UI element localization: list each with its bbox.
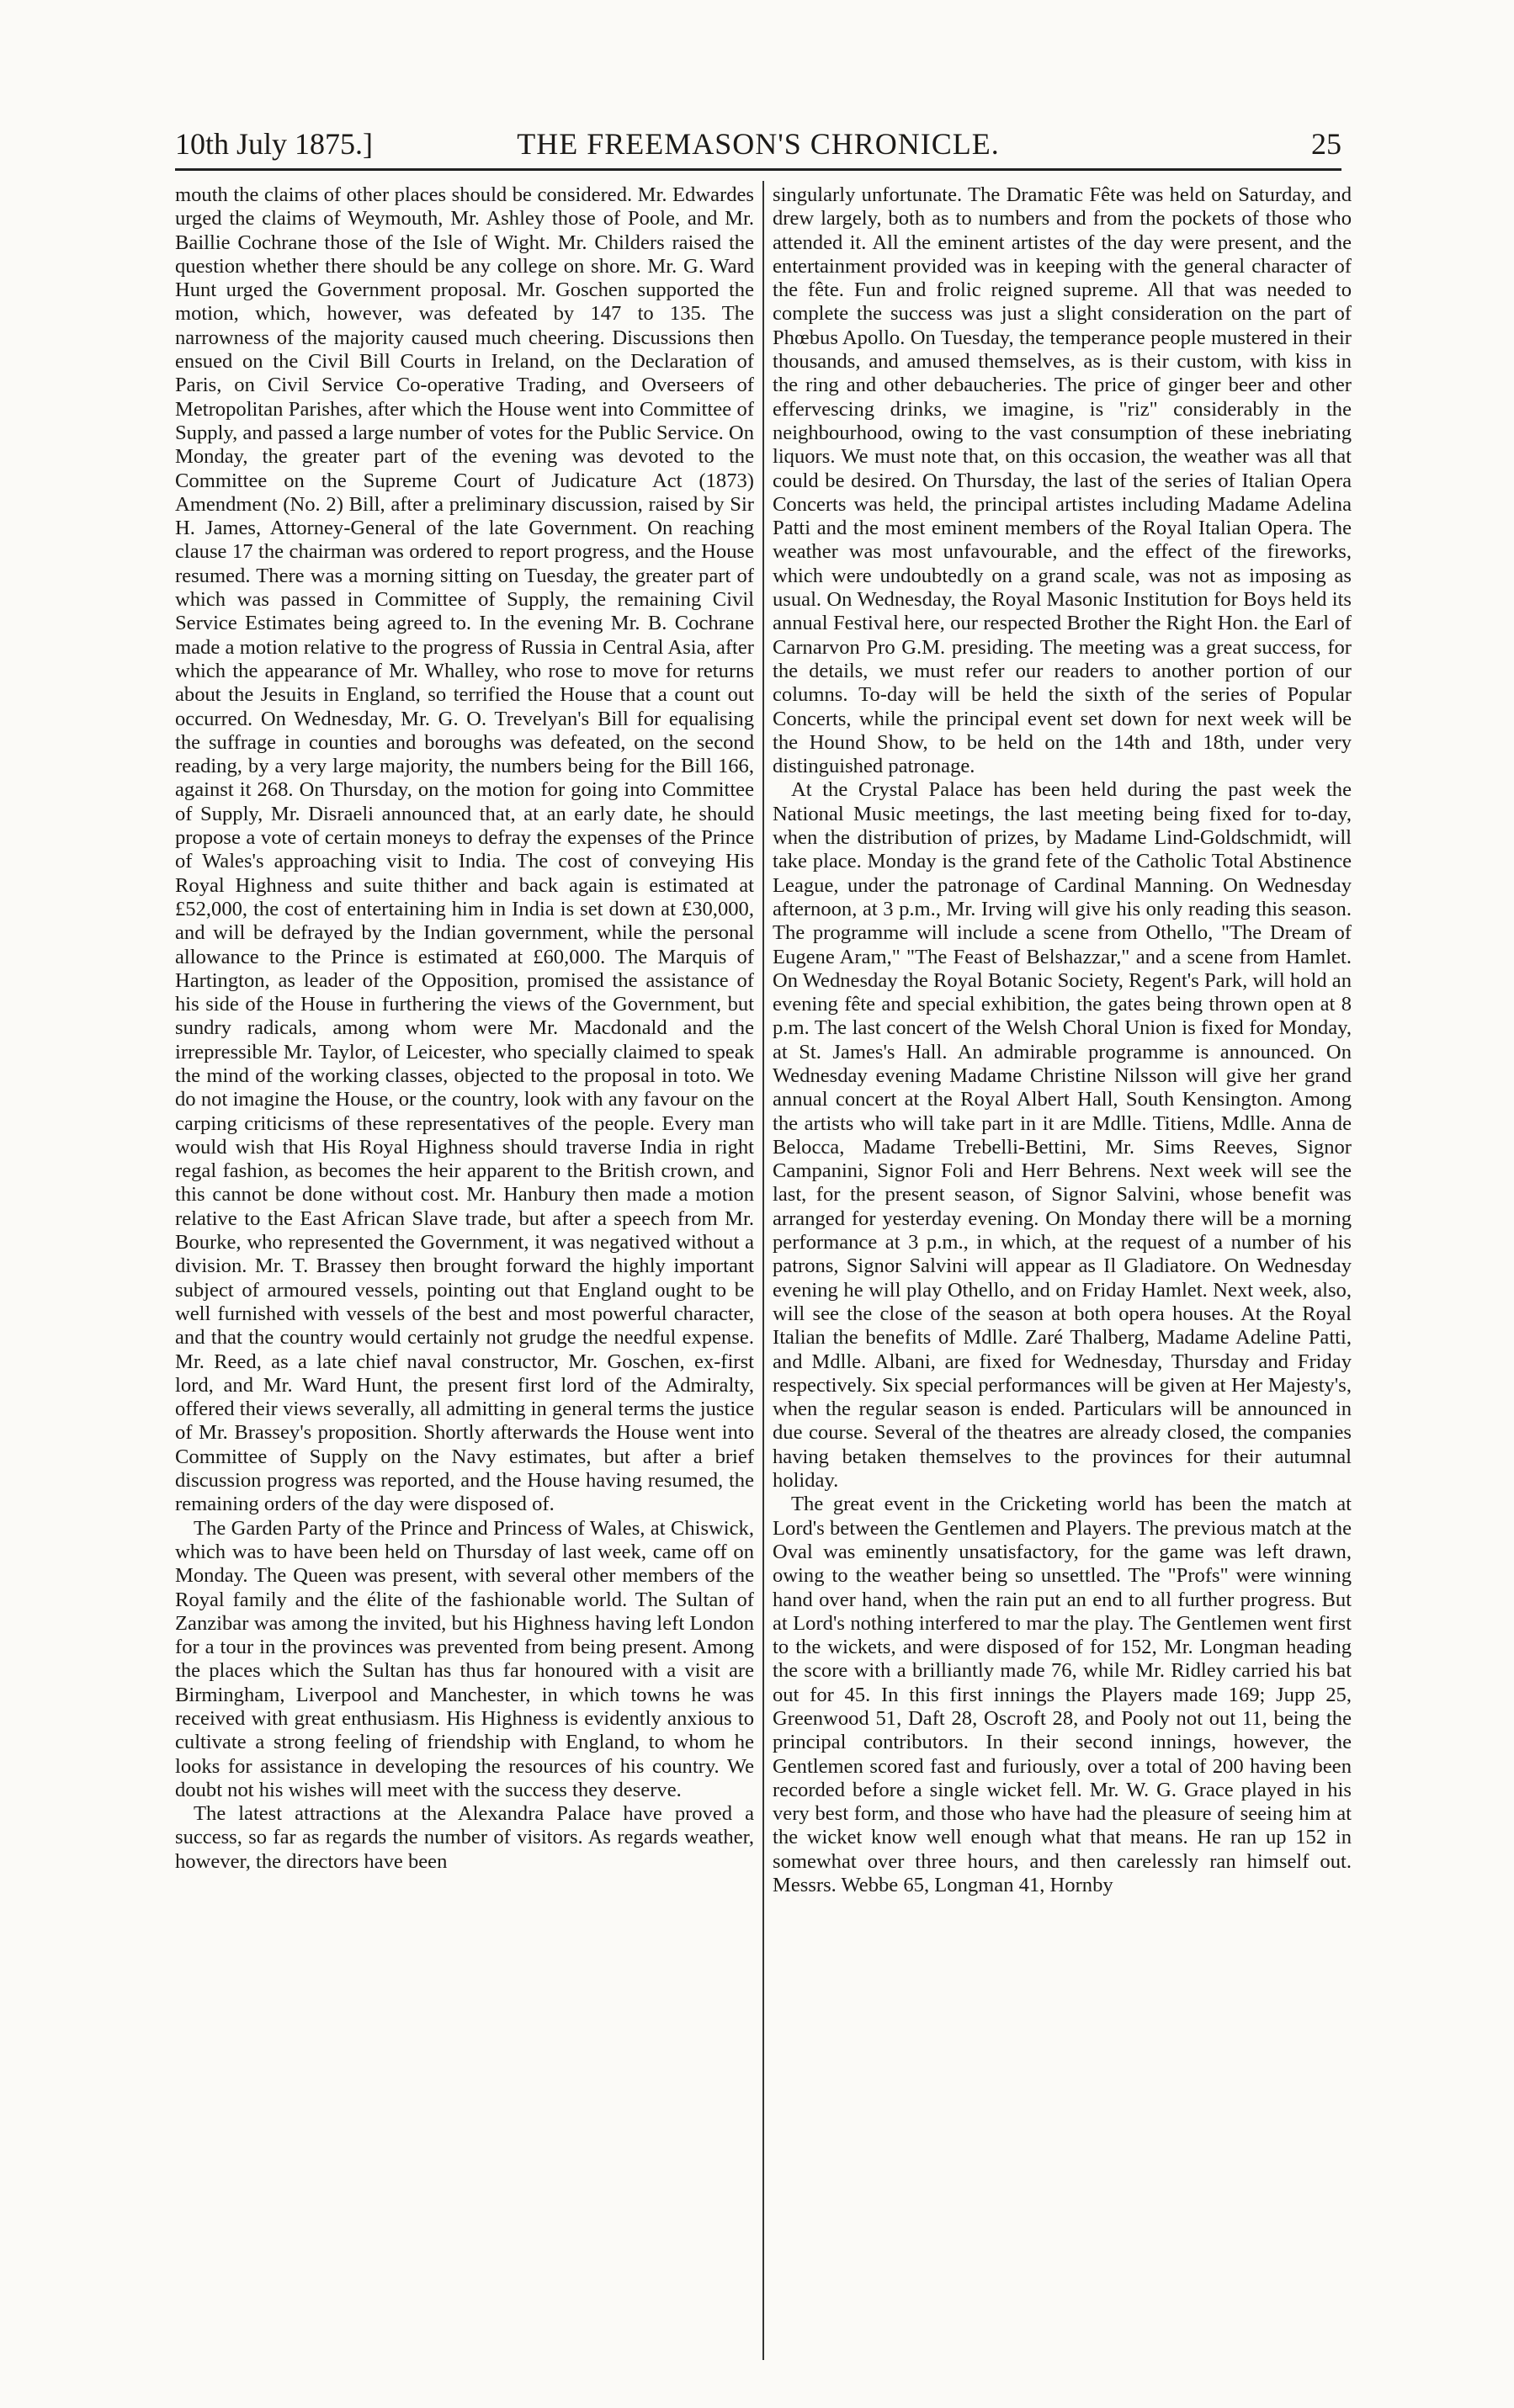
article-paragraph: The latest attractions at the Alexandra Palace have proved a success, so far as regards the number of visitors. As regards weather, however, the directors have been xyxy=(175,1802,754,1873)
right-column xyxy=(773,183,1352,2354)
article-paragraph: mouth the claims of other places should be considered. Mr. Edwardes urged the claims of Weymouth, Mr. Ashley those of Poole, and Mr. Baillie Cochrane those of the Isle of Wight. Mr. Childers raised the question whether there should be any college on shore. Mr. G. Ward Hunt urged the Government proposal. Mr. Goschen supported the motion, which, however, was defeated by 147 to 135. The narrowness of the majority caused much cheering. Discussions then ensued on the Civil Bill Courts in Ireland, on the Declaration of Paris, on Civil Service Co-operative Trading, and Overseers of Metropolitan Parishes, after which the House went into Committee of Supply, and passed a large number of votes for the Public Service. On Monday, the greater part of the evening was devoted to the Committee on the Supreme Court of Judicature Act (1873) Amendment (No. 2) Bill, after a preliminary discussion, raised by Sir H. James, Attorney-General of the late Government. On reaching clause 17 the chairman was ordered to report progress, and the House resumed. There was a morning sitting on Tuesday, the greater part of which was passed in Committee of Supply, the remaining Civil Service Estimates being agreed to. In the evening Mr. B. Cochrane made a motion relative to the progress of Russia in Central Asia, after which the appearance of Mr. Whalley, who rose to move for returns about the Jesuits in England, so terrified the House that a count out occurred. On Wednesday, Mr. G. O. Trevelyan's Bill for equalising the suffrage in counties and boroughs was defeated, on the second reading, by a very large majority, the numbers being for the Bill 166, against it 268. On Thursday, on the motion for going into Committee of Supply, Mr. Disraeli announced that, at an early date, he should propose a vote of certain moneys to defray the expenses of the Prince of Wales's approaching visit to India. The cost of conveying His Royal Highness and suite thither and back again is estimated at £52,000, the cost of entertaining him in India is set down at £30,000, and will be defrayed by the Indian government, while the personal allowance to the Prince is estimated at £60,000. The Marquis of Hartington, as leader of the Opposition, promised the assistance of his side of the House in furthering the views of the Government, but sundry radicals, among whom were Mr. Macdonald and the irrepressible Mr. Taylor, of Leicester, who specially claimed to speak the mind of the working classes, objected to the proposal in toto. We do not imagine the House, or the country, look with any favour on the carping criticisms of these representatives of the people. Every man would wish that His Royal Highness should traverse India in right regal fashion, as becomes the heir apparent to the British crown, and this cannot be done without cost. Mr. Hanbury then made a motion relative to the East African Slave trade, but after a speech from Mr. Bourke, who represented the Government, it was negatived without a division. Mr. T. Brassey then brought forward the highly important subject of armoured vessels, pointing out that England ought to be well furnished with vessels of the best and most powerful character, and that the country would certainly not grudge the needful expense. Mr. Reed, as a late chief naval constructor, Mr. Goschen, ex-first lord, and Mr. Ward Hunt, the present first lord of the Admiralty, offered their views severally, all admitting in general terms the justice of Mr. Brassey's proposition. Shortly afterwards the House went into Committee of Supply on the Navy estimates, but after a brief discussion progress was reported, and the House having resumed, the remaining orders of the day were disposed of. xyxy=(175,183,754,1516)
header-rule xyxy=(175,168,1341,171)
article-paragraph: singularly unfortunate. The Dramatic Fête was held on Saturday, and drew largely, both as to numbers and from the pockets of those who attended it. All the eminent artistes of the day were present, and the entertainment provided was in keeping with the general character of the fête. Fun and frolic reigned supreme. All that was needed to complete the success was just a slight consideration on the part of Phœbus Apollo. On Tuesday, the temperance people mustered in their thousands, and amused themselves, as is their custom, with kiss in the ring and other debaucheries. The price of ginger beer and other effervescing drinks, we imagine, is "riz" considerably in the neighbourhood, owing to the vast consumption of these inebriating liquors. We must note that, on this occasion, the weather was all that could be desired. On Thursday, the last of the series of Italian Opera Concerts was held, the principal artistes including Madame Adelina Patti and the most eminent members of the Royal Italian Opera. The weather was most unfavourable, and the effect of the fireworks, which were undoubtedly on a grand scale, was not as imposing as usual. On Wednesday, the Royal Masonic Institution for Boys held its annual Festival here, our respected Brother the Right Hon. the Earl of Carnarvon Pro G.M. presiding. The meeting was a great success, for the details, we must refer our readers to another portion of our columns. To-day will be held the sixth of the series of Popular Concerts, while the principal event set down for next week will be the Hound Show, to be held on the 14th and 18th, under very distinguished patronage. xyxy=(773,183,1352,778)
article-paragraph: At the Crystal Palace has been held during the past week the National Music meetings, the last meeting being fixed for to-day, when the distribution of prizes, by Madame Lind-Goldschmidt, will take place. Monday is the grand fete of the Catholic Total Abstinence League, under the patronage of Cardinal Manning. On Wednesday afternoon, at 3 p.m., Mr. Irving will give his only reading this season. The programme will include a scene from Othello, "The Dream of Eugene Aram," "The Feast of Belshazzar," and a scene from Hamlet. On Wednesday the Royal Botanic Society, Regent's Park, will hold an evening fête and special exhibition, the gates being thrown open at 8 p.m. The last concert of the Welsh Choral Union is fixed for Monday, at St. James's Hall. An admirable programme is announced. On Wednesday evening Madame Christine Nilsson will give her grand annual concert at the Royal Albert Hall, South Kensington. Among the artists who will take part in it are Mdlle. Titiens, Mdlle. Anna de Belocca, Madame Trebelli-Bettini, Mr. Sims Reeves, Signor Campanini, Signor Foli and Herr Behrens. Next week will see the last, for the present season, of Signor Salvini, whose benefit was arranged for yesterday evening. On Monday there will be a morning performance at 3 p.m., in which, at the request of a number of his patrons, Signor Salvini will appear as Il Gladiatore. On Wednesday evening he will play Othello, and on Friday Hamlet. Next week, also, will see the close of the season at both opera houses. At the Royal Italian the benefits of Mdlle. Zaré Thalberg, Madame Adeline Patti, and Mdlle. Albani, are fixed for Wednesday, Thursday and Friday respectively. Six special performances will be given at Her Majesty's, when the regular season is ended. Particulars will be announced in due course. Several of the theatres are already closed, the companies having betaken themselves to the provinces for their autumnal holiday. xyxy=(773,778,1352,1493)
issue-date: 10th July 1875.] xyxy=(175,127,374,161)
page-header xyxy=(175,126,1341,168)
article-paragraph: The Garden Party of the Prince and Princess of Wales, at Chiswick, which was to have been held on Thursday of last week, came off on Monday. The Queen was present, with several other members of the Royal family and the élite of the fashionable world. The Sultan of Zanzibar was among the invited, but his Highness having left London for a tour in the provinces was prevented from being present. Among the places which the Sultan has thus far honoured with a visit are Birmingham, Liverpool and Manchester, in which towns he was received with great enthusiasm. His Highness is evidently anxious to cultivate a strong feeling of friendship with England, to whom he looks for assistance in developing the resources of his country. We doubt not his wishes will meet with the success they deserve. xyxy=(175,1516,754,1801)
article-paragraph: The great event in the Cricketing world has been the match at Lord's between the Gentlemen and Players. The previous match at the Oval was eminently unsatisfactory, for the game was left drawn, owing to the weather being so unsettled. The "Profs" were winning hand over hand, when the rain put an end to all further progress. But at Lord's nothing interfered to mar the play. The Gentlemen went first to the wickets, and were disposed of for 152, Mr. Longman heading the score with a brilliantly made 76, while Mr. Ridley carried his bat out for 45. In this first innings the Players made 169; Jupp 25, Greenwood 51, Daft 28, Oscroft 28, and Pooly not out 11, being the principal contributors. In their second innings, however, the Gentlemen scored fast and furiously, over a total of 200 having been recorded before a single wicket fell. Mr. W. G. Grace played in his very best form, and those who have had the pleasure of seeing him at the wicket know well enough what that means. He ran up 152 in somewhat over three hours, and then carelessly ran himself out. Messrs. Webbe 65, Longman 41, Hornby xyxy=(773,1493,1352,1897)
left-column xyxy=(175,183,754,2354)
page-number: 25 xyxy=(1311,127,1341,161)
publication-title: THE FREEMASON'S CHRONICLE. xyxy=(517,127,1000,161)
column-divider xyxy=(762,181,764,2360)
